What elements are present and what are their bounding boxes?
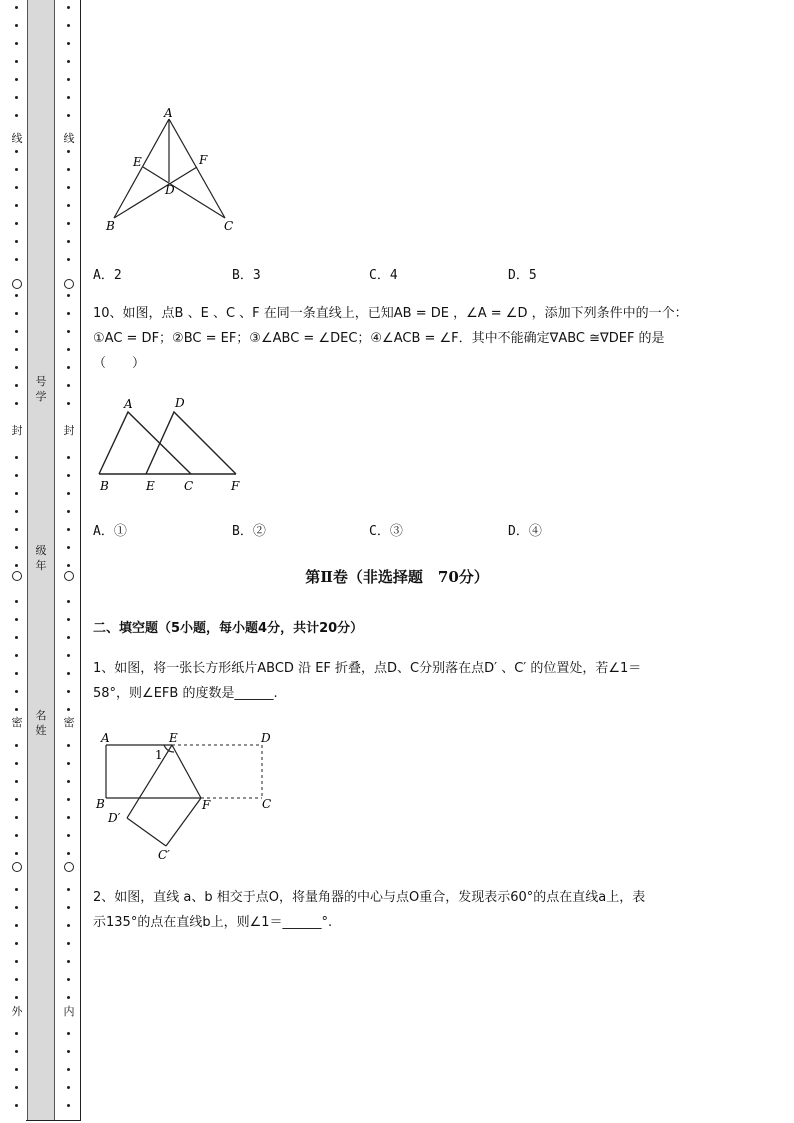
binding-dot: [67, 672, 70, 675]
figure-q9: [100, 104, 250, 236]
binding-dot: [15, 690, 18, 693]
section-title: 第Ⅱ卷（非选择题 70分）: [305, 568, 489, 586]
binding-dot: [67, 402, 70, 405]
binding-dot: [67, 168, 70, 171]
fig2-label-D: D: [175, 396, 185, 410]
field-grade: 级 年: [35, 544, 47, 572]
binding-dot: [15, 852, 18, 855]
figure-fill-q1: [94, 728, 284, 868]
binding-dot: [15, 60, 18, 63]
binding-dot: [15, 906, 18, 909]
binding-hole: [12, 279, 22, 289]
binding-dot: [15, 1086, 18, 1089]
fig3-label-D-prime: D′: [108, 811, 121, 825]
binding-dot: [15, 222, 18, 225]
question-10: [93, 301, 743, 376]
margin-char-nei: 内: [61, 1005, 77, 1019]
fig1-label-A: A: [164, 106, 173, 120]
binding-dot: [15, 402, 18, 405]
binding-dot: [67, 654, 70, 657]
binding-dot: [15, 384, 18, 387]
binding-dot: [15, 330, 18, 333]
binding-dot: [15, 834, 18, 837]
binding-dot: [15, 654, 18, 657]
fig3-label-C-prime: C′: [158, 848, 170, 862]
binding-dot: [67, 24, 70, 27]
binding-dot: [67, 546, 70, 549]
binding-dot: [15, 546, 18, 549]
binding-hole: [64, 279, 74, 289]
binding-dot: [67, 60, 70, 63]
fq1-line-1: 1、如图，将一张长方形纸片ABCD 沿 EF 折叠，点D、C分别落在点D′ 、C′ 的位置处，若∠1＝: [93, 661, 642, 676]
margin-char-mi-inner: 密: [61, 716, 77, 730]
fig2-label-B: B: [100, 479, 109, 493]
q10-option-a[interactable]: A．①: [93, 524, 127, 539]
binding-dot: [67, 1086, 70, 1089]
binding-dot: [15, 1032, 18, 1035]
binding-dot: [15, 996, 18, 999]
binding-dot: [67, 78, 70, 81]
binding-dot: [67, 942, 70, 945]
fig3-label-1: 1: [155, 748, 163, 762]
binding-dot: [67, 852, 70, 855]
binding-dot: [15, 258, 18, 261]
binding-dot: [15, 618, 18, 621]
binding-dot: [67, 330, 70, 333]
q10-line-2: ①AC = DF；②BC = EF；③∠ABC = ∠DEC；④∠ACB = ∠F．其中不能确定∇ABC ≅∇DEF 的是: [93, 331, 665, 346]
fig2-label-A: A: [124, 397, 133, 411]
binding-dot: [67, 924, 70, 927]
binding-dot: [67, 744, 70, 747]
figure-q10: [94, 392, 254, 496]
binding-dot: [67, 600, 70, 603]
binding-hole: [12, 862, 22, 872]
binding-dot: [15, 204, 18, 207]
fig3-label-F: F: [202, 798, 211, 812]
binding-dot: [67, 150, 70, 153]
binding-dot: [67, 780, 70, 783]
binding-dot: [67, 492, 70, 495]
q10-option-b[interactable]: B．②: [232, 524, 266, 539]
binding-dot: [67, 510, 70, 513]
fig1-label-F: F: [199, 153, 208, 167]
fill-question-2: [93, 885, 743, 935]
binding-dot: [15, 492, 18, 495]
binding-dot: [67, 996, 70, 999]
binding-dot: [67, 366, 70, 369]
binding-dot: [15, 1050, 18, 1053]
binding-dot: [15, 672, 18, 675]
binding-dot: [67, 258, 70, 261]
binding-dot: [67, 906, 70, 909]
fig3-label-A: A: [101, 731, 110, 745]
binding-dot: [67, 222, 70, 225]
binding-dot: [15, 150, 18, 153]
binding-dot: [15, 1104, 18, 1107]
binding-dot: [15, 960, 18, 963]
binding-dot: [67, 888, 70, 891]
q10-option-c[interactable]: C．③: [369, 524, 403, 539]
fig2-label-C: C: [184, 479, 194, 493]
fig2-label-F: F: [231, 479, 240, 493]
binding-dot: [67, 798, 70, 801]
binding-dot: [15, 78, 18, 81]
binding-dot: [15, 114, 18, 117]
binding-dot: [15, 600, 18, 603]
binding-dot: [15, 636, 18, 639]
fig3-label-E: E: [169, 731, 178, 745]
margin-char-xian: 线: [9, 132, 25, 146]
binding-dot: [15, 6, 18, 9]
binding-dot: [15, 24, 18, 27]
binding-dot: [15, 366, 18, 369]
binding-dot: [67, 636, 70, 639]
binding-dot: [15, 798, 18, 801]
binding-dot: [67, 114, 70, 117]
binding-dot: [67, 312, 70, 315]
fill-question-1: [93, 656, 743, 706]
binding-dot: [15, 456, 18, 459]
q9-option-c[interactable]: C．4: [369, 268, 398, 283]
binding-dot: [67, 834, 70, 837]
binding-dot: [15, 186, 18, 189]
fig1-label-D: D: [165, 183, 175, 197]
binding-dot: [67, 1032, 70, 1035]
q9-option-b[interactable]: B．3: [232, 268, 261, 283]
binding-dot: [15, 780, 18, 783]
binding-dot: [15, 510, 18, 513]
binding-dot: [67, 204, 70, 207]
binding-dot: [67, 528, 70, 531]
binding-dot: [67, 708, 70, 711]
binding-dot: [15, 474, 18, 477]
binding-dot: [15, 240, 18, 243]
binding-dot: [15, 978, 18, 981]
binding-hole: [64, 862, 74, 872]
binding-dot: [15, 312, 18, 315]
binding-dot: [15, 708, 18, 711]
margin-char-feng-inner: 封: [61, 424, 77, 438]
margin-char-feng: 封: [9, 424, 25, 438]
binding-dot: [67, 186, 70, 189]
binding-dot: [15, 816, 18, 819]
fq2-line-1: 2、如图，直线 a、b 相交于点O，将量角器的中心与点O重合，发现表示60°的点在直线a上，表: [93, 890, 646, 905]
binding-dot: [67, 384, 70, 387]
margin-border-line: [80, 0, 81, 1121]
binding-dot: [67, 978, 70, 981]
binding-dot: [15, 168, 18, 171]
binding-dot: [15, 348, 18, 351]
binding-dot: [67, 690, 70, 693]
fig1-label-B: B: [106, 219, 115, 233]
q10-line-3: （ ）: [93, 356, 146, 371]
binding-dot: [67, 456, 70, 459]
fig3-label-C: C: [262, 797, 272, 811]
binding-dot: [67, 348, 70, 351]
margin-char-wai: 外: [9, 1005, 25, 1019]
q10-line-1: 10、如图，点B 、E 、C 、F 在同一条直线上，已知AB = DE ，∠A = ∠D ，添加下列条件中的一个：: [93, 306, 688, 321]
binding-dot: [15, 762, 18, 765]
margin-char-xian-inner: 线: [61, 132, 77, 146]
field-student-number: 号 学: [35, 375, 47, 403]
binding-margin: [0, 0, 82, 1123]
binding-dot: [15, 942, 18, 945]
binding-dot: [15, 294, 18, 297]
binding-dot: [67, 762, 70, 765]
q9-option-a[interactable]: A．2: [93, 268, 122, 283]
dotted-line-outer: [12, 0, 22, 1123]
binding-dot: [67, 96, 70, 99]
fig1-label-C: C: [224, 219, 234, 233]
binding-dot: [15, 42, 18, 45]
binding-dot: [15, 1068, 18, 1071]
q10-option-d[interactable]: D．④: [508, 524, 542, 539]
fig3-label-D: D: [261, 731, 271, 745]
binding-dot: [67, 240, 70, 243]
binding-dot: [67, 816, 70, 819]
binding-dot: [15, 924, 18, 927]
fig3-label-B: B: [96, 797, 105, 811]
margin-char-mi: 密: [9, 716, 25, 730]
binding-dot: [15, 888, 18, 891]
fq1-line-2: 58°，则∠EFB 的度数是______.: [93, 686, 278, 701]
binding-dot: [15, 744, 18, 747]
binding-dot: [67, 1050, 70, 1053]
binding-dot: [67, 618, 70, 621]
binding-dot: [67, 474, 70, 477]
fig1-label-E: E: [133, 155, 142, 169]
field-name: 名 姓: [35, 709, 47, 737]
fig2-label-E: E: [146, 479, 155, 493]
binding-dot: [67, 42, 70, 45]
binding-dot: [67, 6, 70, 9]
dotted-line-inner: [64, 0, 74, 1123]
part-title: 二、填空题（5小题，每小题4分，共计20分）: [93, 621, 364, 636]
binding-dot: [67, 1104, 70, 1107]
binding-dot: [67, 960, 70, 963]
binding-dot: [67, 294, 70, 297]
binding-dot: [15, 528, 18, 531]
binding-dot: [15, 96, 18, 99]
binding-dot: [67, 1068, 70, 1071]
fq2-line-2: 示135°的点在直线b上，则∠1＝______°.: [93, 915, 333, 930]
q9-option-d[interactable]: D．5: [508, 268, 537, 283]
